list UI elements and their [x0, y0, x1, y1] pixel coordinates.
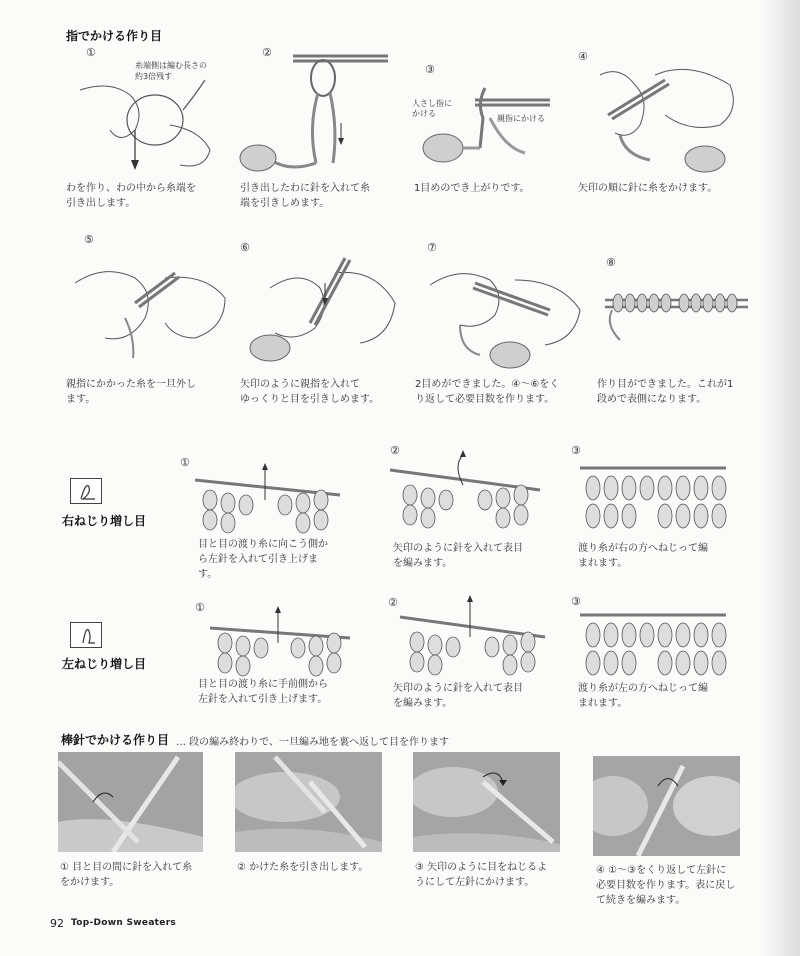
step-number: ⑧	[606, 256, 616, 269]
illustration-step-7	[420, 255, 585, 370]
step-caption: わを作り、わの中から糸端を 引き出します。	[66, 183, 196, 209]
knit-diagram-right-2	[385, 445, 545, 535]
step-number: ③	[571, 444, 581, 457]
step-caption: ② かけた糸を引き出します。	[237, 862, 369, 873]
step-caption: ④ ①〜③をくり返して左針に 必要目数を作ります。表に戻し て続きを編みます。	[596, 865, 736, 906]
knit-diagram-right-1	[190, 455, 345, 535]
section-title-left-twist: 左ねじり増し目	[62, 657, 147, 671]
step-caption: 矢印のように針を入れて表目 を編みます。	[393, 683, 523, 709]
section-title-right-twist: 右ねじり増し目	[62, 514, 147, 528]
step-caption: 作り目ができました。これが1 段めで表側になります。	[597, 379, 734, 405]
step-caption: 渡り糸が右の方へねじって編 まれます。	[578, 543, 708, 569]
step-caption: 目と目の渡り糸に向こう側か ら左針を入れて引き上げま す。	[198, 539, 328, 580]
illustration-step-1	[70, 70, 220, 180]
yarn-length-note: 糸端側は編む長さの 約3倍残す	[135, 61, 207, 81]
photo-step-1	[58, 752, 203, 852]
illustration-step-6	[240, 248, 405, 368]
step-caption: ① 目と目の間に針を入れて糸 をかけます。	[60, 862, 193, 888]
photo-step-3	[413, 752, 560, 852]
illustration-step-3	[405, 78, 555, 168]
photo-step-4	[593, 756, 740, 856]
step-number: ①	[195, 601, 205, 614]
right-twist-increase-symbol	[70, 478, 102, 504]
step-caption: 2目めができました。④〜⑥をく り返して必要目数を作ります。	[415, 379, 560, 405]
page-number: 92	[50, 917, 64, 930]
step-number: ③	[571, 595, 581, 608]
knit-diagram-left-3	[578, 605, 728, 685]
knit-diagram-left-1	[205, 598, 355, 678]
step-caption: ③ 矢印のように目をねじるよ うにして左針にかけます。	[415, 862, 548, 888]
step-number: ②	[388, 596, 398, 609]
step-number: ⑤	[84, 233, 94, 246]
step-number: ⑦	[427, 241, 437, 254]
step-number: ④	[578, 50, 588, 63]
photo-step-2	[235, 752, 382, 852]
knit-diagram-right-3	[578, 458, 728, 540]
step-caption: 1目めのでき上がりです。	[414, 183, 530, 194]
section-subtitle: … 段の編み終わりで、一旦編み地を裏へ返して目を作ります	[176, 737, 449, 748]
illustration-step-2	[238, 48, 393, 178]
illustration-step-4	[580, 55, 745, 175]
step-caption: 矢印の順に針に糸をかけます。	[578, 183, 718, 194]
left-twist-increase-symbol	[70, 622, 102, 648]
step-caption: 渡り糸が左の方へねじって編 まれます。	[578, 683, 708, 709]
step-caption: 親指にかかった糸を一旦外し ます。	[66, 379, 196, 405]
thumb-note: 親指にかける	[497, 114, 545, 123]
step-caption: 矢印のように親指を入れて ゆっくりと目を引きしめます。	[240, 379, 380, 405]
illustration-step-5	[65, 248, 235, 363]
step-number: ⑥	[240, 241, 250, 254]
step-number: ③	[425, 63, 435, 76]
index-finger-note: 人さし指に かける	[412, 99, 452, 118]
step-number: ②	[390, 444, 400, 457]
page-spine-shadow	[760, 0, 800, 956]
step-caption: 矢印のように針を入れて表目 を編みます。	[393, 543, 523, 569]
step-caption: 引き出したわに針を入れて糸 端を引きしめます。	[240, 183, 370, 209]
step-number: ①	[86, 46, 96, 59]
section-title-finger-cast-on: 指でかける作り目	[66, 29, 163, 43]
section-title-needle-cast-on: 棒針でかける作り目	[61, 733, 170, 747]
book-title: Top-Down Sweaters	[71, 918, 177, 928]
step-caption: 目と目の渡り糸に手前側から 左針を入れて引き上げます。	[198, 679, 328, 705]
knit-diagram-left-2	[395, 592, 550, 677]
step-number: ①	[180, 456, 190, 469]
illustration-step-8	[600, 285, 750, 350]
step-number: ②	[262, 46, 272, 59]
